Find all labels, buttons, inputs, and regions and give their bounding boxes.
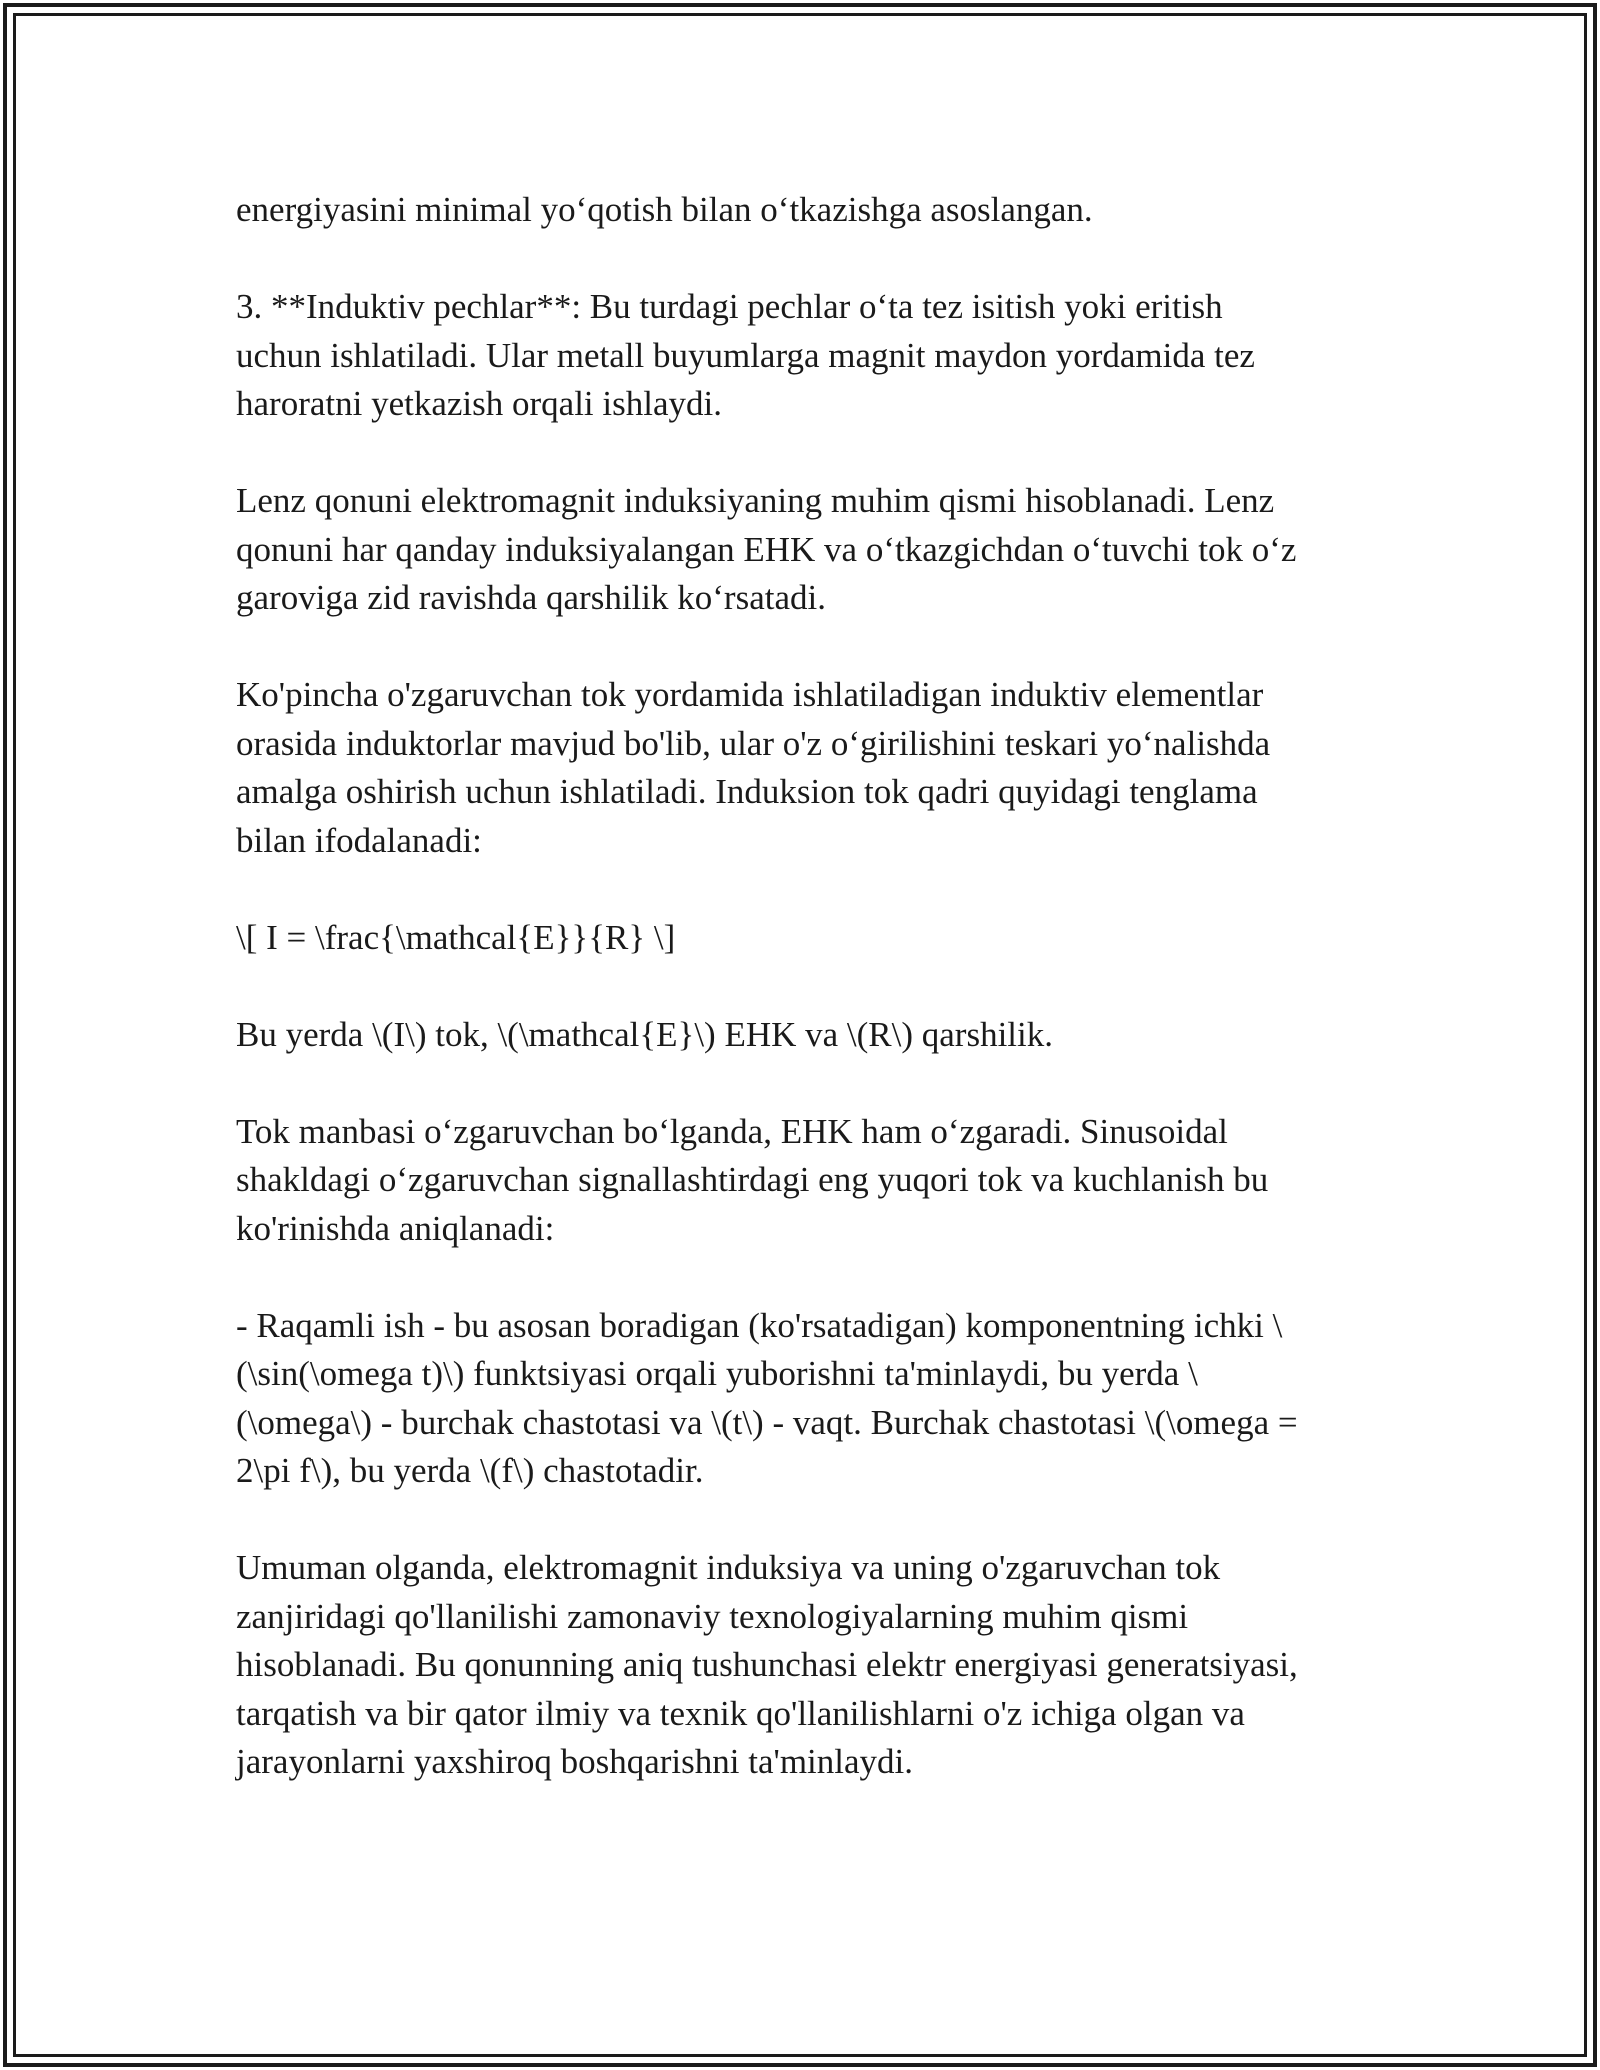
- paragraph-intro-continuation: energiyasini minimal yo‘qotish bilan o‘tkazishga asoslangan.: [236, 190, 1093, 229]
- paragraph-induction-furnaces: 3. **Induktiv pechlar**: Bu turdagi pechlar o‘ta tez isitish yoki eritish uchun ishlatiladi. Ular metall buyumlarga magnit maydon yordamida tez haroratni yetkazish orqali ishlaydi.: [236, 287, 1255, 423]
- document-body: [236, 186, 1360, 1787]
- paragraph-ac-source: Tok manbasi o‘zgaruvchan bo‘lganda, EHK ham o‘zgaradi. Sinusoidal shakldagi o‘zgaruvchan signallashtirdagi eng yuqori tok va kuchlanish bu ko'rinishda aniqlanadi:: [236, 1111, 1269, 1248]
- list-item-sine-function: - Raqamli ish - bu asosan boradigan (ko'rsatadigan) komponentning ichki \ (\sin(\omega t)\) funktsiyasi orqali yuborishni ta'minlaydi, bu yerda \ (\omega\) - burchak chastotasi va \(t\) - vaqt. Burchak chastotasi \(\omega = 2\pi f\), bu yerda \(f\) chastotadir.: [236, 1305, 1298, 1490]
- paragraph-conclusion: Umuman olganda, elektromagnit induksiya va uning o'zgaruvchan tok zanjiridagi qo'llanilishi zamonaviy texnologiyalarning muhim qismi hisoblanadi. Bu qonunning aniq tushunchasi elektr energiyasi generatsiyasi, tarqatish va bir qator ilmiy va texnik qo'llanilishlarni o'z ichiga olgan va jarayonlarni yaxshiroq boshqarishni ta'minlaydi.: [236, 1548, 1298, 1781]
- paragraph-lenz-law: Lenz qonuni elektromagnit induksiyaning muhim qismi hisoblanadi. Lenz qonuni har qanday induksiyalangan EHK va o‘tkazgichdan o‘tuvchi tok o‘z garoviga zid ravishda qarshilik ko‘rsatadi.: [236, 481, 1297, 617]
- equation-current: \[ I = \frac{\mathcal{E}}{R} \]: [236, 917, 676, 957]
- paragraph-equation-legend: Bu yerda \(I\) tok, \(\mathcal{E}\) EHK va \(R\) qarshilik.: [236, 1014, 1053, 1054]
- paragraph-inductors: Ko'pincha o'zgaruvchan tok yordamida ishlatiladigan induktiv elementlar orasida induktorlar mavjud bo'lib, ular o'z o‘girilishini teskari yo‘nalishda amalga oshirish uchun ishlatiladi. Induksion tok qadri quyidagi tenglama bilan ifodalanadi:: [236, 675, 1271, 860]
